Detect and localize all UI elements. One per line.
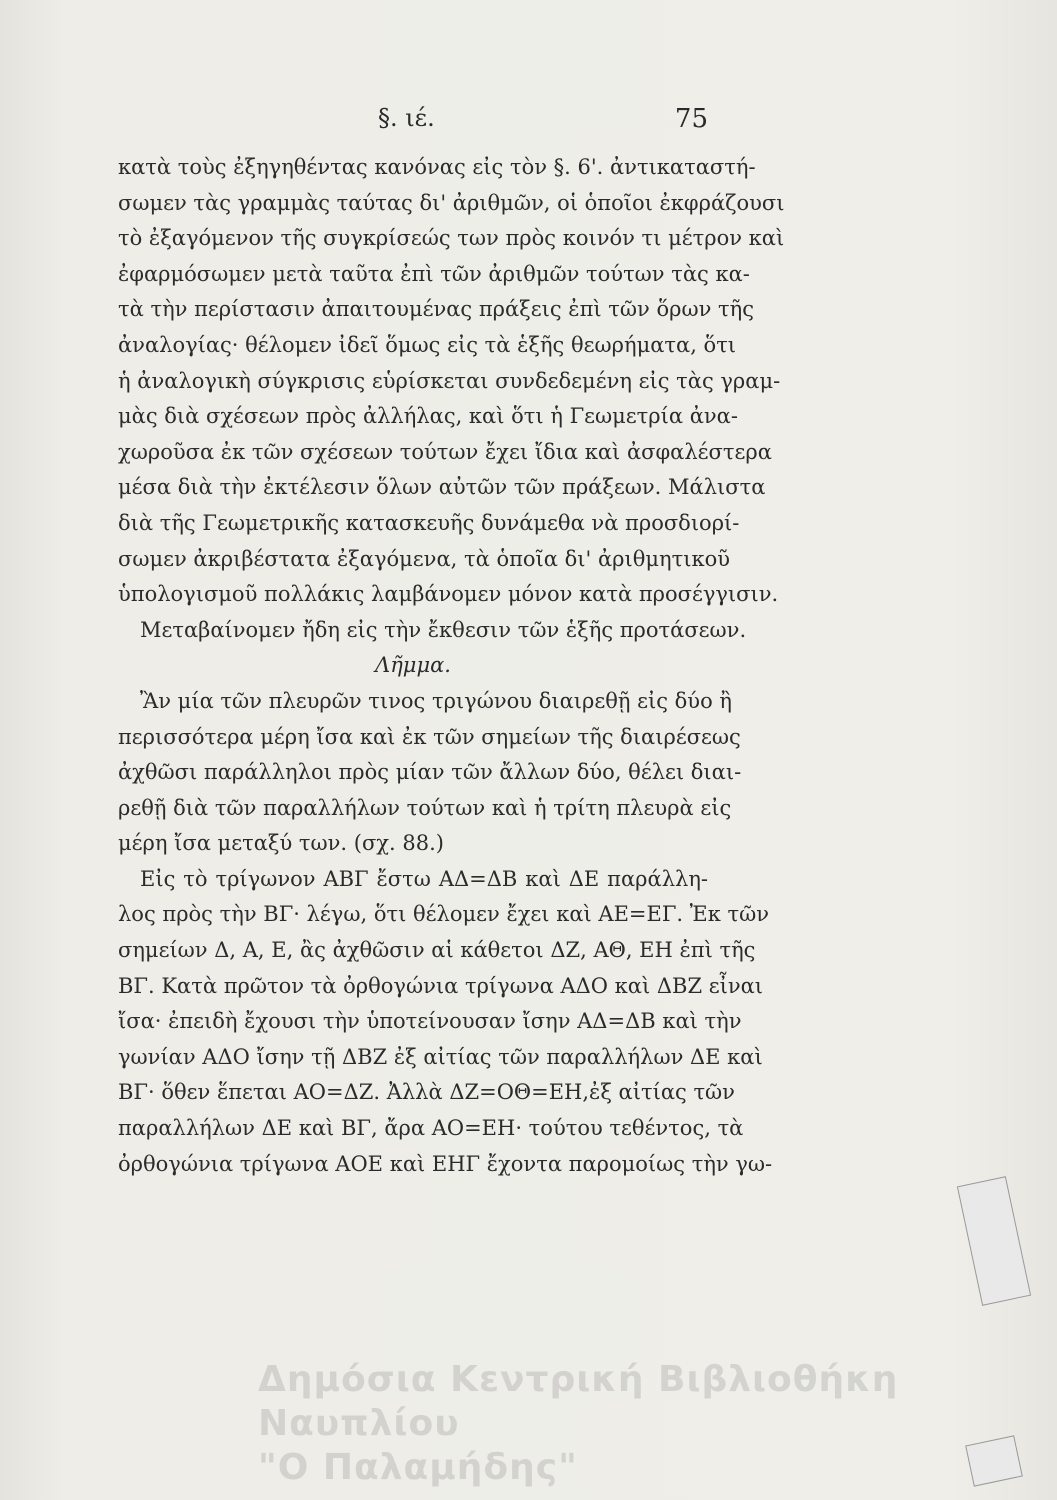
text-line: ἐφαρμόσωμεν μετὰ ταῦτα ἐπὶ τῶν ἀριθμῶν τούτων τὰς κα- — [118, 261, 750, 286]
text-line: ΒΓ. Κατὰ πρῶτον τὰ ὀρθογώνια τρίγωνα ΑΔΟ καὶ ΔΒΖ εἶναι — [118, 973, 764, 998]
page-header — [118, 100, 708, 140]
text-line: ἡ ἀναλογικὴ σύγκρισις εὑρίσκεται συνδεδεμένη εἰς τὰς γραμ- — [118, 368, 781, 393]
library-watermark — [258, 1358, 1057, 1490]
text-line: διὰ τῆς Γεωμετρικῆς κατασκευῆς δυνάμεθα νὰ προσδιορί- — [118, 510, 740, 535]
text-line: κατὰ τοὺς ἐξηγηθέντας κανόνας εἰς τὸν §. 6'. ἀντικαταστή- — [118, 155, 756, 179]
text-line: μέσα διὰ τὴν ἐκτέλεσιν ὅλων αὐτῶν τῶν πράξεων. Μάλιστα — [118, 475, 766, 500]
text-line: παραλλήλων ΔΕ καὶ ΒΓ, ἄρα ΑΟ=ΕΗ· τούτου τεθέντος, τὰ — [118, 1116, 744, 1141]
text-line: μέρη ἴσα μεταξύ των. (σχ. 88.) — [118, 831, 444, 856]
text-line: σωμεν τὰς γραμμὰς ταύτας δι' ἀριθμῶν, οἱ ὁποῖοι ἐκφράζουσι — [118, 190, 785, 215]
text-line: σωμεν ἀκριβέστατα ἐξαγόμενα, τὰ ὁποῖα δι' ἀριθμητικοῦ — [118, 546, 730, 571]
body-text — [118, 150, 785, 1182]
text-line: ΒΓ· ὅθεν ἕπεται ΑΟ=ΔΖ. Ἀλλὰ ΔΖ=ΟΘ=ΕΗ,ἐξ αἰτίας τῶν — [118, 1080, 735, 1105]
page-edge-tab — [957, 1176, 1031, 1306]
lemma-heading: Λῆμμα. — [375, 653, 451, 678]
text-line: γωνίαν ΑΔΟ ἴσην τῇ ΔΒΖ ἐξ αἰτίας τῶν παραλλήλων ΔΕ καὶ — [118, 1044, 763, 1069]
text-line: περισσότερα μέρη ἴσα καὶ ἐκ τῶν σημείων τῆς διαιρέσεως — [118, 724, 741, 749]
text-line: μὰς διὰ σχέσεων πρὸς ἀλλήλας, καὶ ὅτι ἡ Γεωμετρία ἀνα- — [118, 404, 738, 429]
text-line: ἀχθῶσι παράλληλοι πρὸς μίαν τῶν ἄλλων δύο, θέλει διαι- — [118, 760, 742, 785]
text-line: ρεθῇ διὰ τῶν παραλλήλων τούτων καὶ ἡ τρίτη πλευρὰ εἰς — [118, 795, 732, 820]
text-line: τὸ ἐξαγόμενον τῆς συγκρίσεώς των πρὸς κοινόν τι μέτρον καὶ — [118, 226, 785, 251]
text-line: ὑπολογισμοῦ πολλάκις λαμβάνομεν μόνον κατὰ προσέγγισιν. — [118, 582, 779, 607]
text-line: Μεταβαίνομεν ἤδη εἰς τὴν ἔκθεσιν τῶν ἑξῆς προτάσεων. — [140, 617, 747, 642]
page-number: 75 — [674, 104, 708, 134]
text-line: Εἰς τὸ τρίγωνον ΑΒΓ ἔστω ΑΔ=ΔΒ καὶ ΔΕ παράλλη- — [140, 866, 708, 891]
watermark-line: Δημόσια Κεντρική Βιβλιοθήκη Ναυπλίου — [258, 1359, 899, 1444]
text-line: Ἂν μία τῶν πλευρῶν τινος τριγώνου διαιρεθῇ εἰς δύο ἢ — [140, 688, 732, 713]
text-line: τὰ τὴν περίστασιν ἀπαιτουμένας πράξεις ἐπὶ τῶν ὅρων τῆς — [118, 297, 754, 322]
watermark-line: "Ο Παλαμήδης" — [258, 1447, 578, 1488]
text-line: ὀρθογώνια τρίγωνα ΑΟΕ καὶ ΕΗΓ ἔχοντα παρομοίως τὴν γω- — [118, 1151, 773, 1176]
text-line: ἴσα· ἐπειδὴ ἔχουσι τὴν ὑποτείνουσαν ἴσην ΑΔ=ΔΒ καὶ τὴν — [118, 1009, 742, 1034]
text-line: λος πρὸς τὴν ΒΓ· λέγω, ὅτι θέλομεν ἔχει καὶ ΑΕ=ΕΓ. Ἐκ τῶν — [118, 902, 769, 927]
text-line: χωροῦσα ἐκ τῶν σχέσεων τούτων ἔχει ἴδια καὶ ἀσφαλέστερα — [118, 439, 772, 464]
text-line: σημείων Δ, Α, Ε, ἂς ἀχθῶσιν αἱ κάθετοι ΔΖ, ΑΘ, ΕΗ ἐπὶ τῆς — [118, 938, 756, 963]
text-line: ἀναλογίας· θέλομεν ἰδεῖ ὅμως εἰς τὰ ἑξῆς θεωρήματα, ὅτι — [118, 332, 737, 357]
section-heading: §. ιέ. — [378, 104, 435, 132]
